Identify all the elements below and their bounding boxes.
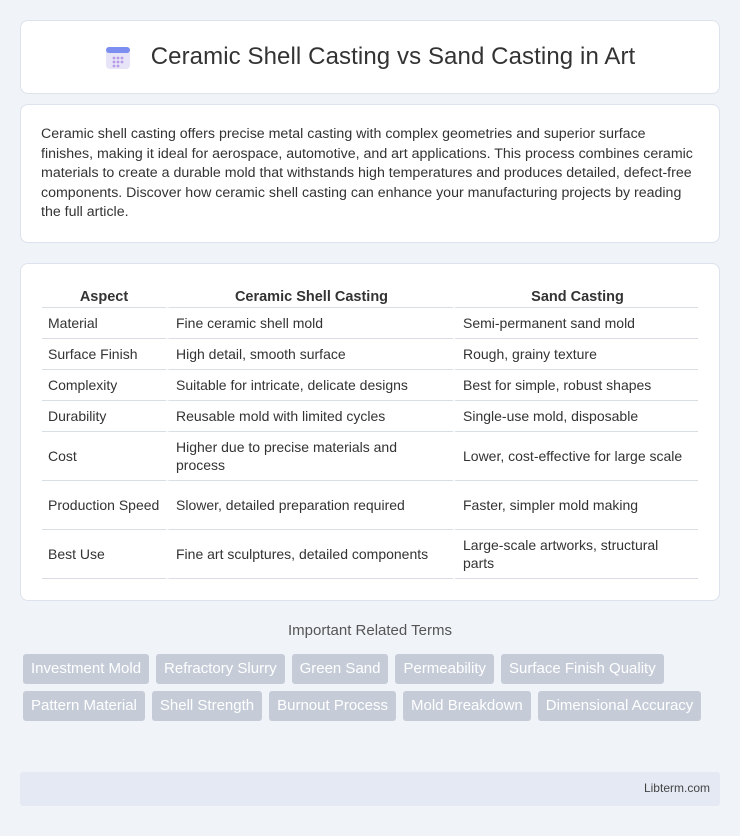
cell-ceramic: High detail, smooth surface xyxy=(166,339,453,370)
cell-ceramic: Fine art sculptures, detailed components xyxy=(166,530,453,579)
cell-ceramic: Slower, detailed preparation required xyxy=(166,481,453,530)
tag-refractory-slurry[interactable]: Refractory Slurry xyxy=(156,654,285,684)
table-row xyxy=(42,530,698,579)
cell-ceramic: Reusable mold with limited cycles xyxy=(166,401,453,432)
cell-sand: Semi-permanent sand mold xyxy=(453,308,698,339)
related-terms-title: Important Related Terms xyxy=(288,622,452,639)
cell-aspect: Complexity xyxy=(42,370,166,401)
cell-aspect: Durability xyxy=(42,401,166,432)
footer xyxy=(20,772,720,806)
cell-sand: Best for simple, robust shapes xyxy=(453,370,698,401)
cell-ceramic: Suitable for intricate, delicate designs xyxy=(166,370,453,401)
tag-shell-strength[interactable]: Shell Strength xyxy=(152,691,262,721)
cell-ceramic: Higher due to precise materials and process xyxy=(166,432,453,481)
tag-mold-breakdown[interactable]: Mold Breakdown xyxy=(403,691,531,721)
tag-burnout-process[interactable]: Burnout Process xyxy=(269,691,396,721)
intro-card xyxy=(20,104,720,243)
related-terms-list xyxy=(23,654,703,721)
header-card xyxy=(20,20,720,94)
table-row xyxy=(42,370,698,401)
footer-site-link[interactable]: Libterm.com xyxy=(643,781,710,795)
table-row xyxy=(42,339,698,370)
table-row xyxy=(42,401,698,432)
tag-green-sand[interactable]: Green Sand xyxy=(292,654,389,684)
page-title: Ceramic Shell Casting vs Sand Casting in Art xyxy=(150,43,636,70)
comparison-table xyxy=(42,282,698,579)
cell-sand: Rough, grainy texture xyxy=(453,339,698,370)
tag-dimensional-accuracy[interactable]: Dimensional Accuracy xyxy=(538,691,702,721)
cell-aspect: Best Use xyxy=(42,530,166,579)
intro-text: Ceramic shell casting offers precise metal casting with complex geometries and superior surface finishes, making it ideal for aerospace, automotive, and art applications. This process combines ceramic materials to create a durable mold that withstands high temperatures and produces detailed, defect-free components. Discover how ceramic shell casting can enhance your manufacturing projects by reading the full article. xyxy=(41,126,693,220)
table-header-row xyxy=(42,282,698,308)
cell-sand: Lower, cost-effective for large scale xyxy=(453,432,698,481)
tag-pattern-material[interactable]: Pattern Material xyxy=(23,691,145,721)
tag-surface-finish-quality[interactable]: Surface Finish Quality xyxy=(501,654,664,684)
header-ceramic-shell: Ceramic Shell Casting xyxy=(166,282,453,308)
table-row xyxy=(42,432,698,481)
cell-aspect: Production Speed xyxy=(42,481,166,530)
header-aspect: Aspect xyxy=(42,282,166,308)
tag-investment-mold[interactable]: Investment Mold xyxy=(23,654,149,684)
cell-sand: Single-use mold, disposable xyxy=(453,401,698,432)
header-sand-casting: Sand Casting xyxy=(453,282,698,308)
table-row xyxy=(42,308,698,339)
cell-aspect: Surface Finish xyxy=(42,339,166,370)
cell-sand: Large-scale artworks, structural parts xyxy=(453,530,698,579)
tag-permeability[interactable]: Permeability xyxy=(395,654,494,684)
cell-aspect: Material xyxy=(42,308,166,339)
comparison-table-card xyxy=(20,263,720,601)
table-row xyxy=(42,481,698,530)
calendar-grid-icon xyxy=(105,44,131,70)
cell-ceramic: Fine ceramic shell mold xyxy=(166,308,453,339)
cell-sand: Faster, simpler mold making xyxy=(453,481,698,530)
cell-aspect: Cost xyxy=(42,432,166,481)
